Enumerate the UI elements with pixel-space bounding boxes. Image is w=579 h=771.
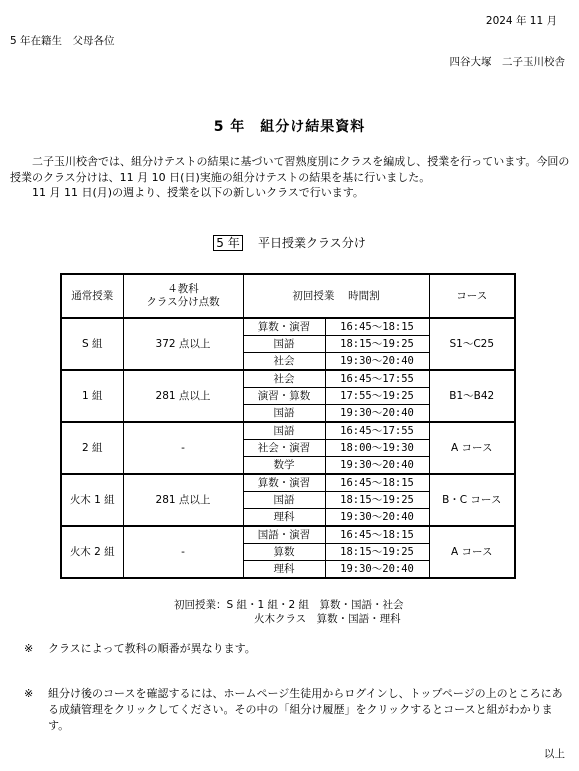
course-cell: A コース	[429, 422, 515, 474]
subject-cell: 算数・演習	[243, 318, 325, 336]
document-title: 5 年 組分け結果資料	[213, 119, 366, 135]
subject-cell: 理科	[243, 561, 325, 579]
header-score-line2: クラス分け点数	[146, 296, 220, 308]
note-1-mark: ※	[24, 642, 34, 655]
class-name-cell: 2 組	[61, 422, 123, 474]
table-row	[61, 422, 515, 440]
time-cell: 16:45～17:55	[325, 422, 429, 440]
note-1	[24, 640, 256, 656]
subject-cell: 国語	[243, 422, 325, 440]
time-cell: 17:55～19:25	[325, 388, 429, 405]
time-cell: 16:45～18:15	[325, 526, 429, 544]
subject-cell: 国語	[243, 492, 325, 509]
subject-cell: 社会	[243, 370, 325, 388]
date: 2024 年 11 月	[485, 15, 557, 27]
subject-cell: 算数・演習	[243, 474, 325, 492]
subject-cell: 数学	[243, 457, 325, 475]
note-2-mark: ※	[24, 687, 34, 700]
subject-cell: 社会	[243, 353, 325, 371]
time-cell: 19:30～20:40	[325, 405, 429, 423]
score-cell: 372 点以上	[123, 318, 243, 370]
header-score	[123, 274, 243, 318]
time-cell: 16:45～17:55	[325, 370, 429, 388]
course-cell: B1～B42	[429, 370, 515, 422]
subject-cell: 国語	[243, 336, 325, 353]
header-first-lesson: 初回授業 時間割	[243, 274, 429, 318]
section-title: 平日授業クラス分け	[258, 236, 366, 250]
class-name-cell: 火木 2 組	[61, 526, 123, 578]
score-cell: -	[123, 526, 243, 578]
time-cell: 19:30～20:40	[325, 457, 429, 475]
time-cell: 19:30～20:40	[325, 561, 429, 579]
class-name-cell: 火木 1 組	[61, 474, 123, 526]
time-cell: 18:15～19:25	[325, 544, 429, 561]
course-cell: B・C コース	[429, 474, 515, 526]
header-course: コース	[429, 274, 515, 318]
subject-cell: 国語	[243, 405, 325, 423]
subject-cell: 算数	[243, 544, 325, 561]
table-row	[61, 526, 515, 544]
first-lesson-line2: 火木クラス 算数・国語・理科	[254, 613, 401, 625]
header-score-line1: ４教科	[167, 283, 199, 295]
first-lesson-line1: 初回授業：S 組・1 組・2 組 算数・国語・社会	[174, 599, 404, 611]
note-1-text: クラスによって教科の順番が異なります。	[48, 642, 256, 655]
closing-mark: 以上	[544, 748, 565, 760]
addressee: 5 年在籍生 父母各位	[10, 35, 115, 47]
class-schedule-table	[60, 273, 516, 579]
school-name: 四谷大塚 二子玉川校舎	[449, 56, 565, 68]
first-lesson-note	[174, 598, 404, 626]
course-cell: A コース	[429, 526, 515, 578]
class-name-cell: 1 組	[61, 370, 123, 422]
note-2	[24, 686, 564, 734]
class-name-cell: S 組	[61, 318, 123, 370]
time-cell: 18:15～19:25	[325, 492, 429, 509]
score-cell: 281 点以上	[123, 370, 243, 422]
table-row	[61, 318, 515, 336]
body-paragraph-1: 二子玉川校舎では、組分けテストの結果に基づいて習熟度別にクラスを編成し、授業を行っています。今回の授業のクラス分けは、11 月 10 日(日)実施の組分けテストの結果を基に行いました。	[10, 155, 570, 184]
time-cell: 16:45～18:15	[325, 474, 429, 492]
note-2-text: 組分け後のコースを確認するには、ホームページ生徒用からログインし、トップページの上のところにある成績管理をクリックしてください。その中の「組分け履歴」をクリックするとコースと組がわかります。	[48, 687, 563, 732]
header-class: 通常授業	[61, 274, 123, 318]
section-grade: 5 年	[213, 235, 242, 251]
course-cell: S1～C25	[429, 318, 515, 370]
score-cell: -	[123, 422, 243, 474]
section-gap	[247, 236, 255, 250]
body-text	[10, 154, 570, 201]
time-cell: 16:45～18:15	[325, 318, 429, 336]
time-cell: 19:30～20:40	[325, 509, 429, 527]
subject-cell: 国語・演習	[243, 526, 325, 544]
table-body	[61, 318, 515, 578]
table-header-row	[61, 274, 515, 318]
score-cell: 281 点以上	[123, 474, 243, 526]
subject-cell: 演習・算数	[243, 388, 325, 405]
section-heading	[0, 234, 579, 251]
table-row	[61, 370, 515, 388]
subject-cell: 理科	[243, 509, 325, 527]
time-cell: 18:00～19:30	[325, 440, 429, 457]
table-row	[61, 474, 515, 492]
time-cell: 18:15～19:25	[325, 336, 429, 353]
time-cell: 19:30～20:40	[325, 353, 429, 371]
subject-cell: 社会・演習	[243, 440, 325, 457]
body-paragraph-2: 11 月 11 日(月)の週より、授業を以下の新しいクラスで行います。	[32, 186, 364, 199]
